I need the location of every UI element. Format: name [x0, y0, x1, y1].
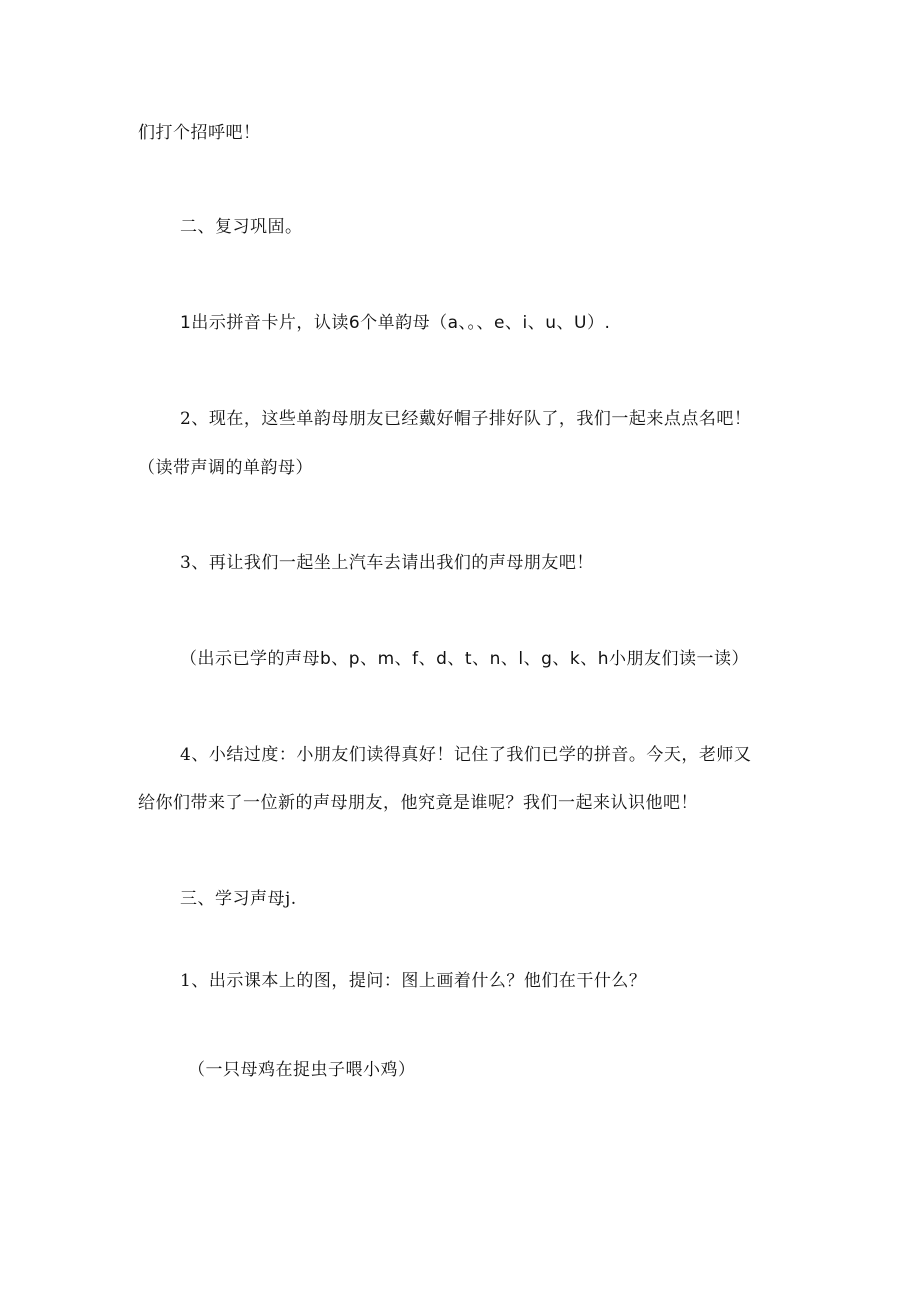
- text-line-item-3-note: （出示已学的声母b、p、m、f、d、t、n、l、g、k、h小朋友们读一读）: [180, 649, 749, 669]
- section-heading-review: 二、复习巩固。: [180, 217, 303, 237]
- text-line-item-4-continued: 给你们带来了一位新的声母朋友，他究竟是谁呢？我们一起来认识他吧！: [138, 793, 698, 813]
- text-line-item-2: 2、现在，这些单韵母朋友已经戴好帽子排好队了，我们一起来点点名吧！: [180, 409, 752, 429]
- text-line-item-2-note: （读带声调的单韵母）: [138, 458, 313, 478]
- section-heading-learn-j: 三、学习声母j.: [180, 889, 297, 909]
- text-line-item-4: 4、小结过度：小朋友们读得真好！记住了我们已学的拼音。今天，老师又: [180, 745, 752, 765]
- text-line-step-1-answer: （一只母鸡在捉虫子喂小鸡）: [188, 1060, 416, 1080]
- text-line-item-1: 1出示拼音卡片，认读6个单韵母（a、。、e、i、u、U）.: [180, 313, 611, 333]
- text-line-step-1: 1、出示课本上的图，提问：图上画着什么？他们在干什么？: [180, 971, 647, 991]
- text-line-greeting: 们打个招呼吧！: [138, 123, 261, 143]
- text-line-item-3: 3、再让我们一起坐上汽车去请出我们的声母朋友吧！: [180, 553, 594, 573]
